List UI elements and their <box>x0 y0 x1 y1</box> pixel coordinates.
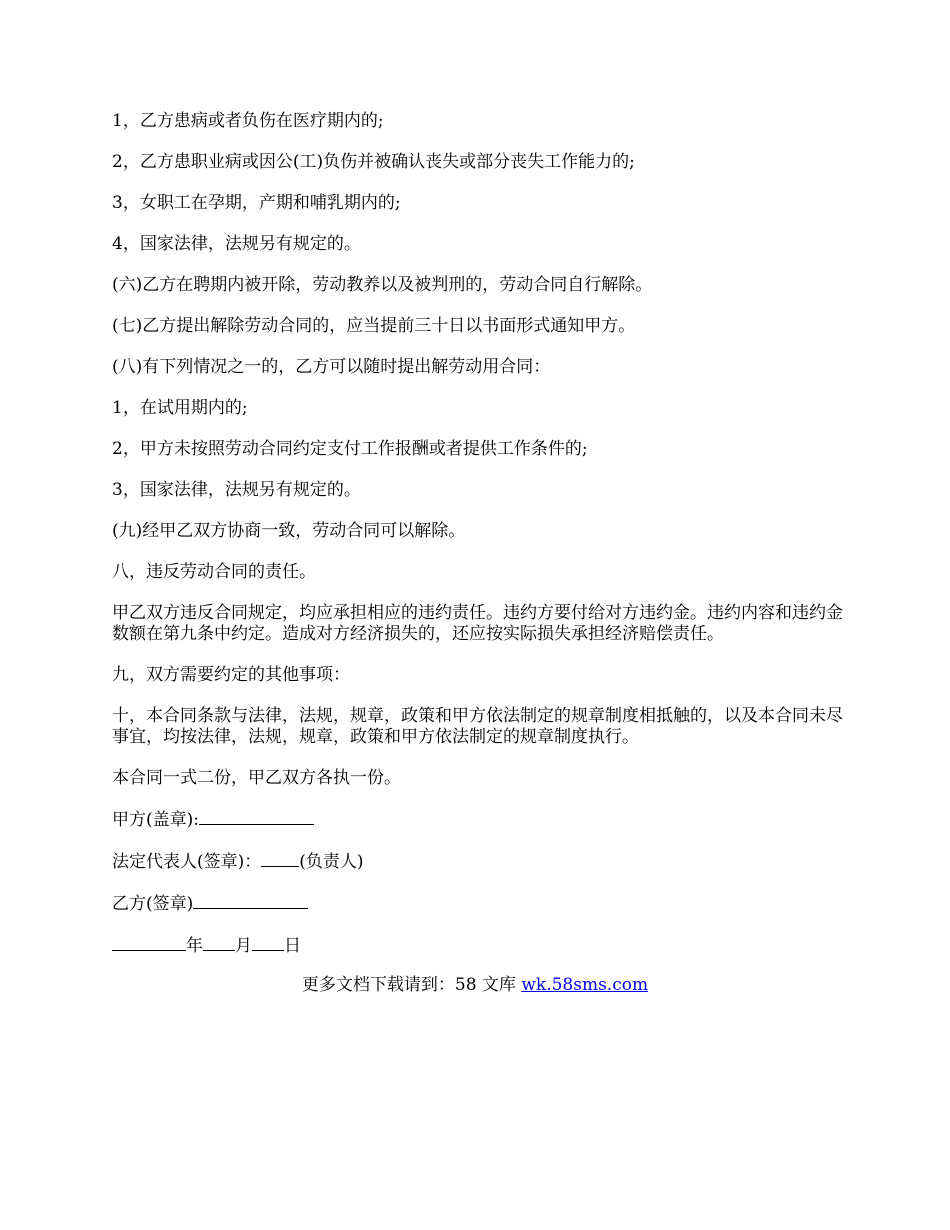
section-heading: 八，违反劳动合同的责任。 <box>112 562 316 582</box>
clause-item: 2，乙方患职业病或因公(工)负伤并被确认丧失或部分丧失工作能力的; <box>112 152 635 172</box>
clause-item: (六)乙方在聘期内被开除，劳动教养以及被判刑的，劳动合同自行解除。 <box>112 275 653 295</box>
legal-rep-signature-line <box>112 851 857 873</box>
clause-item: (九)经甲乙双方协商一致，劳动合同可以解除。 <box>112 521 466 541</box>
conflict-paragraph: 十，本合同条款与法律，法规，规章，政策和甲方依法制定的规章制度相抵触的，以及本合同未尽事宜，均按法律，法规，规章，政策和甲方依法制定的规章制度执行。 <box>112 706 843 747</box>
day-label: 日 <box>284 936 301 956</box>
legal-rep-suffix: (负责人) <box>299 852 364 872</box>
clause-item: (八)有下列情况之一的，乙方可以随时提出解劳动用合同： <box>112 357 551 377</box>
legal-rep-blank <box>261 851 299 867</box>
clause-item: 1，乙方患病或者负伤在医疗期内的; <box>112 111 384 131</box>
footer-link[interactable]: wk.58sms.com <box>521 975 649 995</box>
clause-item: 2，甲方未按照劳动合同约定支付工作报酬或者提供工作条件的; <box>112 439 588 459</box>
footer-text: 更多文档下载请到：58 文库 <box>301 975 522 995</box>
party-b-label: 乙方(签章) <box>112 894 194 914</box>
clause-item: (七)乙方提出解除劳动合同的，应当提前三十日以书面形式通知甲方。 <box>112 316 636 336</box>
clause-item: 1，在试用期内的; <box>112 398 248 418</box>
date-line <box>112 935 857 957</box>
document-body <box>112 111 857 977</box>
month-label: 月 <box>235 936 252 956</box>
section-heading: 九，双方需要约定的其他事项： <box>112 665 350 685</box>
month-blank <box>203 935 235 951</box>
year-label: 年 <box>186 936 203 956</box>
party-a-label: 甲方(盖章): <box>112 810 199 830</box>
clause-item: 3，女职工在孕期，产期和哺乳期内的; <box>112 193 401 213</box>
party-b-signature-line <box>112 893 857 915</box>
copies-statement: 本合同一式二份，甲乙双方各执一份。 <box>112 768 401 788</box>
legal-rep-label: 法定代表人(签章)： <box>112 852 262 872</box>
party-a-blank <box>199 809 314 825</box>
day-blank <box>252 935 284 951</box>
footer <box>0 975 950 996</box>
breach-paragraph: 甲乙双方违反合同规定，均应承担相应的违约责任。违约方要付给对方违约金。违约内容和违约金数额在第九条中约定。造成对方经济损失的，还应按实际损失承担经济赔偿责任。 <box>112 603 843 644</box>
party-a-signature-line <box>112 809 857 831</box>
clause-item: 4，国家法律，法规另有规定的。 <box>112 234 361 254</box>
year-blank <box>112 935 186 951</box>
clause-item: 3，国家法律，法规另有规定的。 <box>112 480 361 500</box>
party-b-blank <box>193 893 308 909</box>
